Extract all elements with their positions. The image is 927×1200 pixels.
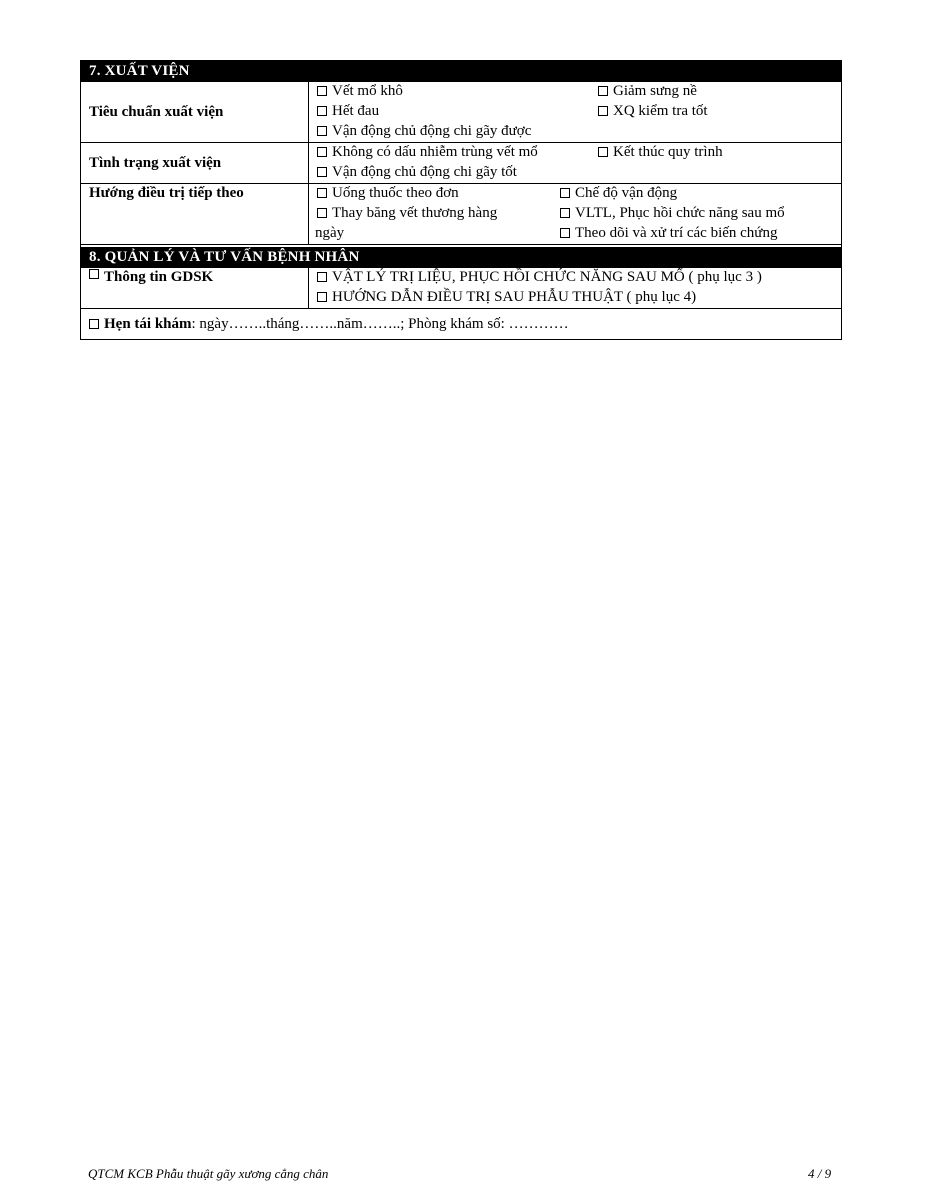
checkbox-icon[interactable] [598,106,608,116]
checkbox-icon[interactable] [317,147,327,157]
option-rehabilitation[interactable]: VLTL, Phục hồi chức năng sau mổ [560,204,785,223]
discharge-criteria-options [309,82,841,142]
option-no-infection[interactable]: Không có dấu nhiễm trùng vết mổ [317,143,538,162]
checkbox-icon[interactable] [317,86,327,96]
checkbox-icon[interactable] [560,228,570,238]
option-medication[interactable]: Uống thuốc theo đơn [317,184,459,203]
option-good-movement[interactable]: Vận động chủ động chi gãy tốt [317,163,517,182]
discharge-status-options [309,143,841,183]
follow-up-appointment[interactable] [81,309,577,339]
next-treatment-options [309,184,841,244]
footer-doc-title: QTCM KCB Phẫu thuật gãy xương cẳng chân [88,1166,329,1181]
option-physiotherapy[interactable]: VẬT LÝ TRỊ LIỆU, PHỤC HỒI CHỨC NĂNG SAU MỔ ( phụ lục 3 ) [317,268,762,287]
option-daily-dressing-cont: ngày [315,225,345,241]
checkbox-icon[interactable] [317,208,327,218]
discharge-status-row [81,143,841,184]
checkbox-icon[interactable] [317,126,327,136]
discharge-criteria-label: Tiêu chuẩn xuất viện [81,82,309,142]
follow-up-label: Hẹn tái khám [104,316,192,332]
checkbox-icon[interactable] [317,188,327,198]
option-activity-regimen[interactable]: Chế độ vận động [560,184,677,203]
option-reduced-swelling[interactable]: Giảm sưng nề [598,82,697,101]
health-education-row [81,268,841,309]
checkbox-icon[interactable] [560,208,570,218]
checkbox-icon[interactable] [89,269,99,279]
follow-up-fields: : ngày……..tháng……..năm……..; Phòng khám số: ………… [191,316,569,332]
section-7-header: 7. XUẤT VIỆN [81,61,841,82]
discharge-form [80,60,842,340]
checkbox-icon[interactable] [317,106,327,116]
checkbox-icon[interactable] [598,147,608,157]
follow-up-row [81,309,841,339]
checkbox-icon[interactable] [317,272,327,282]
discharge-status-label: Tình trạng xuất viện [81,143,309,183]
checkbox-icon[interactable] [317,292,327,302]
next-treatment-row [81,184,841,245]
discharge-criteria-row [81,82,841,143]
option-end-protocol[interactable]: Kết thúc quy trình [598,143,723,162]
checkbox-icon[interactable] [317,167,327,177]
option-complications[interactable]: Theo dõi và xử trí các biến chứng [560,224,777,243]
option-active-movement[interactable]: Vận động chủ động chi gãy được [317,122,531,141]
section-8-header: 8. QUẢN LÝ VÀ TƯ VẤN BỆNH NHÂN [81,247,841,268]
option-no-pain[interactable]: Hết đau [317,102,379,121]
checkbox-icon[interactable] [89,319,99,329]
footer-page-number: 4 / 9 [808,1166,832,1181]
option-dry-wound[interactable]: Vết mổ khô [317,82,403,101]
checkbox-icon[interactable] [560,188,570,198]
next-treatment-label: Hướng điều trị tiếp theo [81,184,309,244]
option-daily-dressing[interactable]: Thay băng vết thương hàng [317,204,497,223]
option-xray-ok[interactable]: XQ kiểm tra tốt [598,102,708,121]
health-education-options [309,268,841,308]
option-postop-guidance[interactable]: HƯỚNG DẪN ĐIỀU TRỊ SAU PHẪU THUẬT ( phụ lục 4) [317,288,696,307]
checkbox-icon[interactable] [598,86,608,96]
health-education-label[interactable]: Thông tin GDSK [81,268,309,308]
